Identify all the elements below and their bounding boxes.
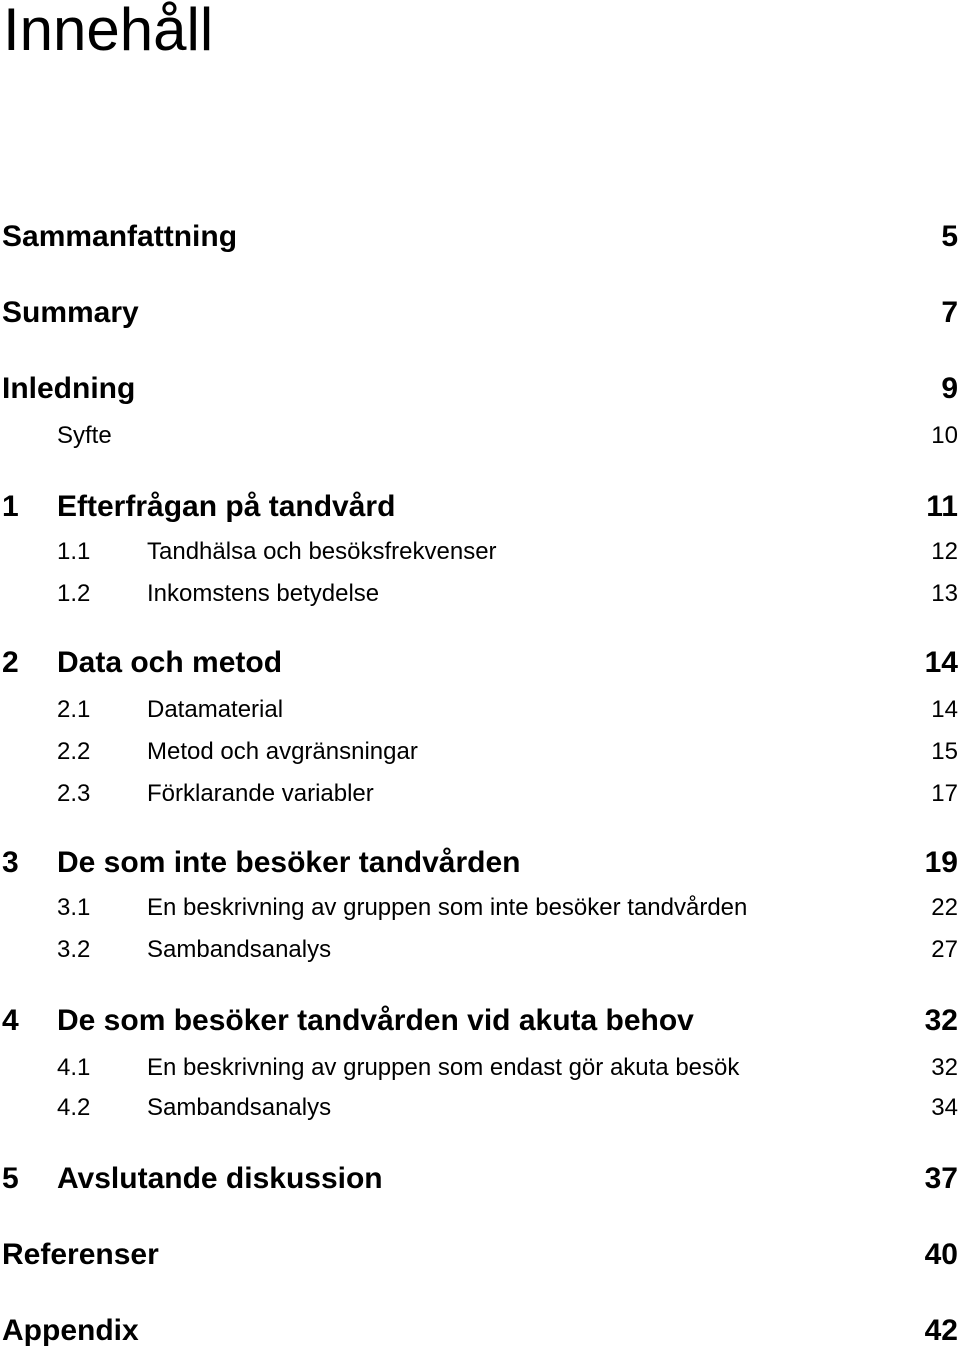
toc-entry-chapter-4[interactable] [2,1004,958,1042]
toc-entry-label: Appendix [2,1314,139,1347]
toc-entry-label: Avslutande diskussion [57,1162,383,1195]
toc-entry-number: 2.1 [57,696,91,723]
toc-entry-label: De som inte besöker tandvården [57,846,521,879]
toc-entry-section-4-2[interactable] [2,1094,958,1126]
toc-entry-chapter-5[interactable] [2,1162,958,1200]
toc-entry-page: 5 [941,220,958,253]
toc-entry-page: 32 [931,1054,958,1081]
toc-entry-sammanfattning[interactable] [2,220,958,258]
toc-entry-inledning[interactable] [2,372,958,410]
toc-entry-number: 3.1 [57,894,91,921]
toc-entry-page: 13 [931,580,958,607]
toc-entry-number: 2 [2,646,19,679]
toc-entry-page: 17 [931,780,958,807]
toc-entry-label: Syfte [57,422,112,449]
toc-entry-number: 4.2 [57,1094,91,1121]
toc-entry-number: 5 [2,1162,19,1195]
toc-entry-number: 1.2 [57,580,91,607]
toc-entry-summary[interactable] [2,296,958,334]
toc-entry-page: 14 [924,646,958,679]
toc-entry-page: 7 [941,296,958,329]
toc-entry-label: Metod och avgränsningar [147,738,418,765]
toc-entry-label: Datamaterial [147,696,284,723]
toc-entry-page: 27 [931,936,958,963]
toc-entry-section-3-1[interactable] [2,894,958,926]
toc-entry-label: Referenser [2,1238,159,1271]
toc-entry-chapter-1[interactable] [2,490,958,528]
toc-entry-section-4-1[interactable] [2,1054,958,1086]
toc-entry-label: En beskrivning av gruppen som inte besöker tandvården [147,894,748,921]
toc-entry-number: 3 [2,846,19,879]
toc-entry-appendix[interactable] [2,1314,958,1352]
toc-entry-section-1-1[interactable] [2,538,958,570]
toc-entry-label: En beskrivning av gruppen som endast gör akuta besök [147,1054,740,1081]
page-title: Innehåll [3,0,214,63]
toc-entry-page: 9 [941,372,958,405]
toc-entry-chapter-2[interactable] [2,646,958,684]
toc-entry-syfte[interactable] [2,422,958,454]
toc-entry-label: De som besöker tandvården vid akuta behov [57,1004,694,1037]
toc-entry-label: Tandhälsa och besöksfrekvenser [147,538,497,565]
toc-entry-number: 1.1 [57,538,91,565]
toc-entry-page: 32 [924,1004,958,1037]
toc-entry-page: 40 [924,1238,958,1271]
toc-entry-label: Förklarande variabler [147,780,374,807]
toc-entry-page: 37 [924,1162,958,1195]
toc-entry-label: Sammanfattning [2,220,238,253]
toc-entry-label: Efterfrågan på tandvård [57,490,396,523]
toc-entry-chapter-3[interactable] [2,846,958,884]
toc-entry-number: 3.2 [57,936,91,963]
toc-entry-section-3-2[interactable] [2,936,958,968]
toc-entry-number: 4.1 [57,1054,91,1081]
toc-entry-page: 10 [931,422,958,449]
toc-entry-page: 14 [931,696,958,723]
toc-entry-page: 22 [931,894,958,921]
toc-entry-label: Sambandsanalys [147,936,332,963]
toc-entry-label: Data och metod [57,646,283,679]
toc-entry-section-2-3[interactable] [2,780,958,812]
toc-entry-page: 12 [931,538,958,565]
toc-entry-page: 34 [931,1094,958,1121]
toc-entry-number: 4 [2,1004,19,1037]
toc-entry-number: 2.3 [57,780,91,807]
toc-entry-page: 42 [924,1314,958,1347]
toc-entry-section-1-2[interactable] [2,580,958,612]
toc-entry-number: 2.2 [57,738,91,765]
toc-entry-referenser[interactable] [2,1238,958,1276]
toc-entry-label: Inkomstens betydelse [147,580,380,607]
toc-entry-page: 19 [924,846,958,879]
toc-entry-label: Sambandsanalys [147,1094,332,1121]
toc-entry-label: Inledning [2,372,136,405]
toc-entry-page: 11 [926,490,958,523]
toc-entry-section-2-1[interactable] [2,696,958,728]
toc-entry-label: Summary [2,296,139,329]
toc-entry-section-2-2[interactable] [2,738,958,770]
toc-entry-number: 1 [2,490,19,523]
toc-entry-page: 15 [931,738,958,765]
